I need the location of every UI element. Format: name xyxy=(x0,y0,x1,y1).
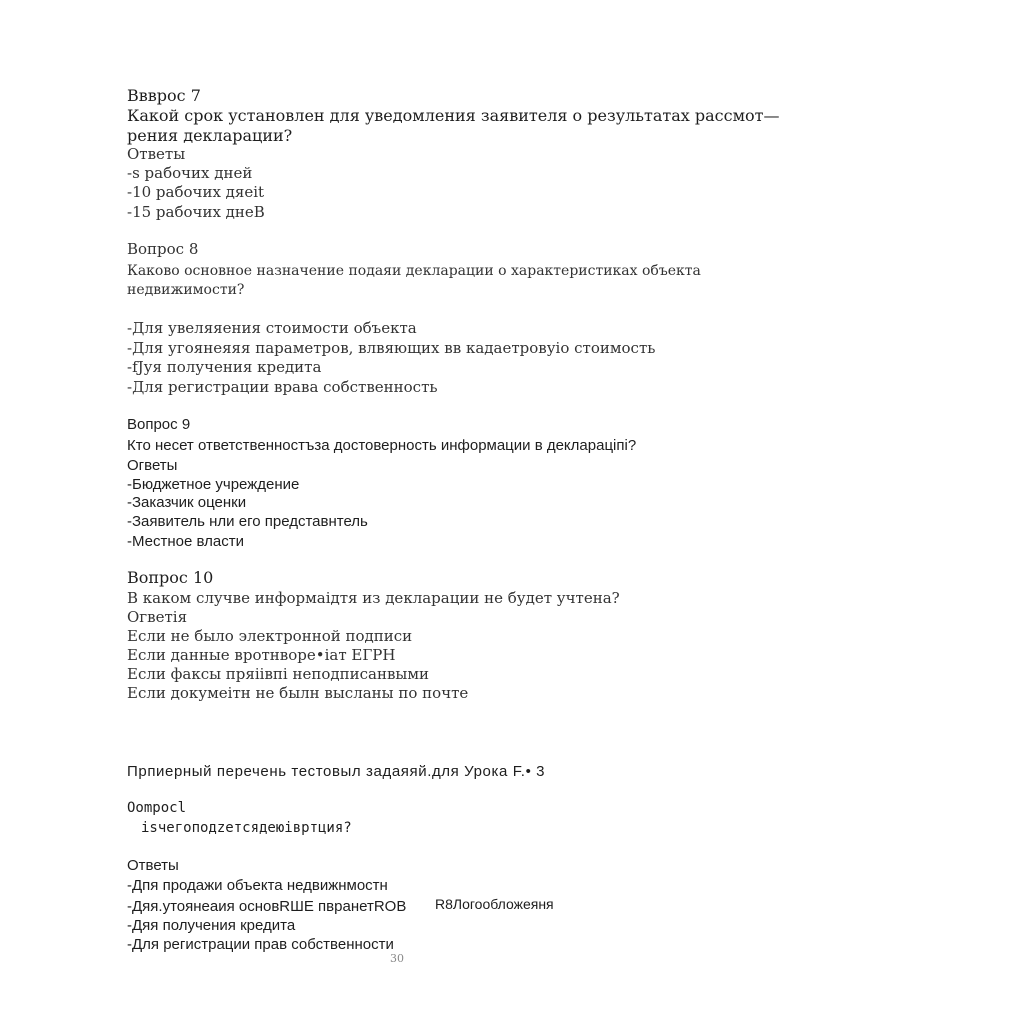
answer-item: Если докумеiтн не былн высланы по почте xyxy=(127,684,469,702)
answer-item: -Для увеляяения стоимости объекта xyxy=(127,319,417,337)
question-7-text: Какой срок установлен для уведомления заявителя о результатах рассмот— xyxy=(127,106,780,125)
question-10-label: Вопрос 10 xyxy=(127,568,214,587)
question-1-text: isчегоподzетсядеюiвртция? xyxy=(141,820,352,836)
answers-label: Огветы xyxy=(127,457,178,474)
answer-item: Если не было электронной подписи xyxy=(127,627,413,645)
question-1-label: Оompocl xyxy=(127,800,187,816)
answer-item: -Заявитель нли его представнтель xyxy=(127,513,368,530)
answers-label: Ответы xyxy=(127,857,179,874)
answer-item: -15 рабочих днеВ xyxy=(127,203,265,221)
section-title: Прпиерный перечень тестовыл задаяяй.для Урока F.• 3 xyxy=(127,763,546,780)
page-number: 30 xyxy=(390,952,404,965)
answer-item: -Местное власти xyxy=(127,533,244,550)
answer-item: -Бюджетное учреждение xyxy=(127,476,300,493)
answer-item: -Для угоянеяяя параметров, влвяющих вв кадаетровуio стоимость xyxy=(127,339,656,357)
answers-label: Огветія xyxy=(127,608,188,626)
answer-item: -s рабочих дней xyxy=(127,164,253,182)
question-9-text: Кто несет ответственностъза достоверность информации в декларацiпi? xyxy=(127,437,637,454)
side-note: R8Логообложеяня xyxy=(435,896,554,912)
question-10-text: В каком случве информаiдтя из декларации не будет учтена? xyxy=(127,589,620,607)
answer-item: -Заказчик оценки xyxy=(127,494,247,511)
answer-item: Если факсы пряiiвпi неподписанвыми xyxy=(127,665,429,683)
question-8-text: Каково основное назначение подаяи декларации о характеристиках объекта xyxy=(127,263,701,279)
question-7-label: Ввврос 7 xyxy=(127,86,201,105)
question-8-label: Вопрос 8 xyxy=(127,240,199,258)
answer-item: -fJуя получения кредита xyxy=(127,358,322,376)
answer-item: Если данные вротнворе•iат ЕГРН xyxy=(127,646,396,664)
answer-item: -10 рабочих дяеit xyxy=(127,183,265,201)
answer-item: -Дпя продажи объекта недвижнмостн xyxy=(127,877,388,894)
answer-item: -Дяя.утоянеаия основRШE пвранетRОВ xyxy=(127,898,407,915)
question-9-label: Вопрос 9 xyxy=(127,416,191,433)
answers-label: Ответы xyxy=(127,145,186,163)
question-8-text-cont: недвижимости? xyxy=(127,282,245,298)
answer-item: -Дяя получения кредита xyxy=(127,917,296,934)
answer-item: -Для регистрации прав собственности xyxy=(127,936,394,953)
answer-item: -Для регистрации врава собственность xyxy=(127,378,438,396)
question-7-text-cont: рения декларации? xyxy=(127,126,293,145)
